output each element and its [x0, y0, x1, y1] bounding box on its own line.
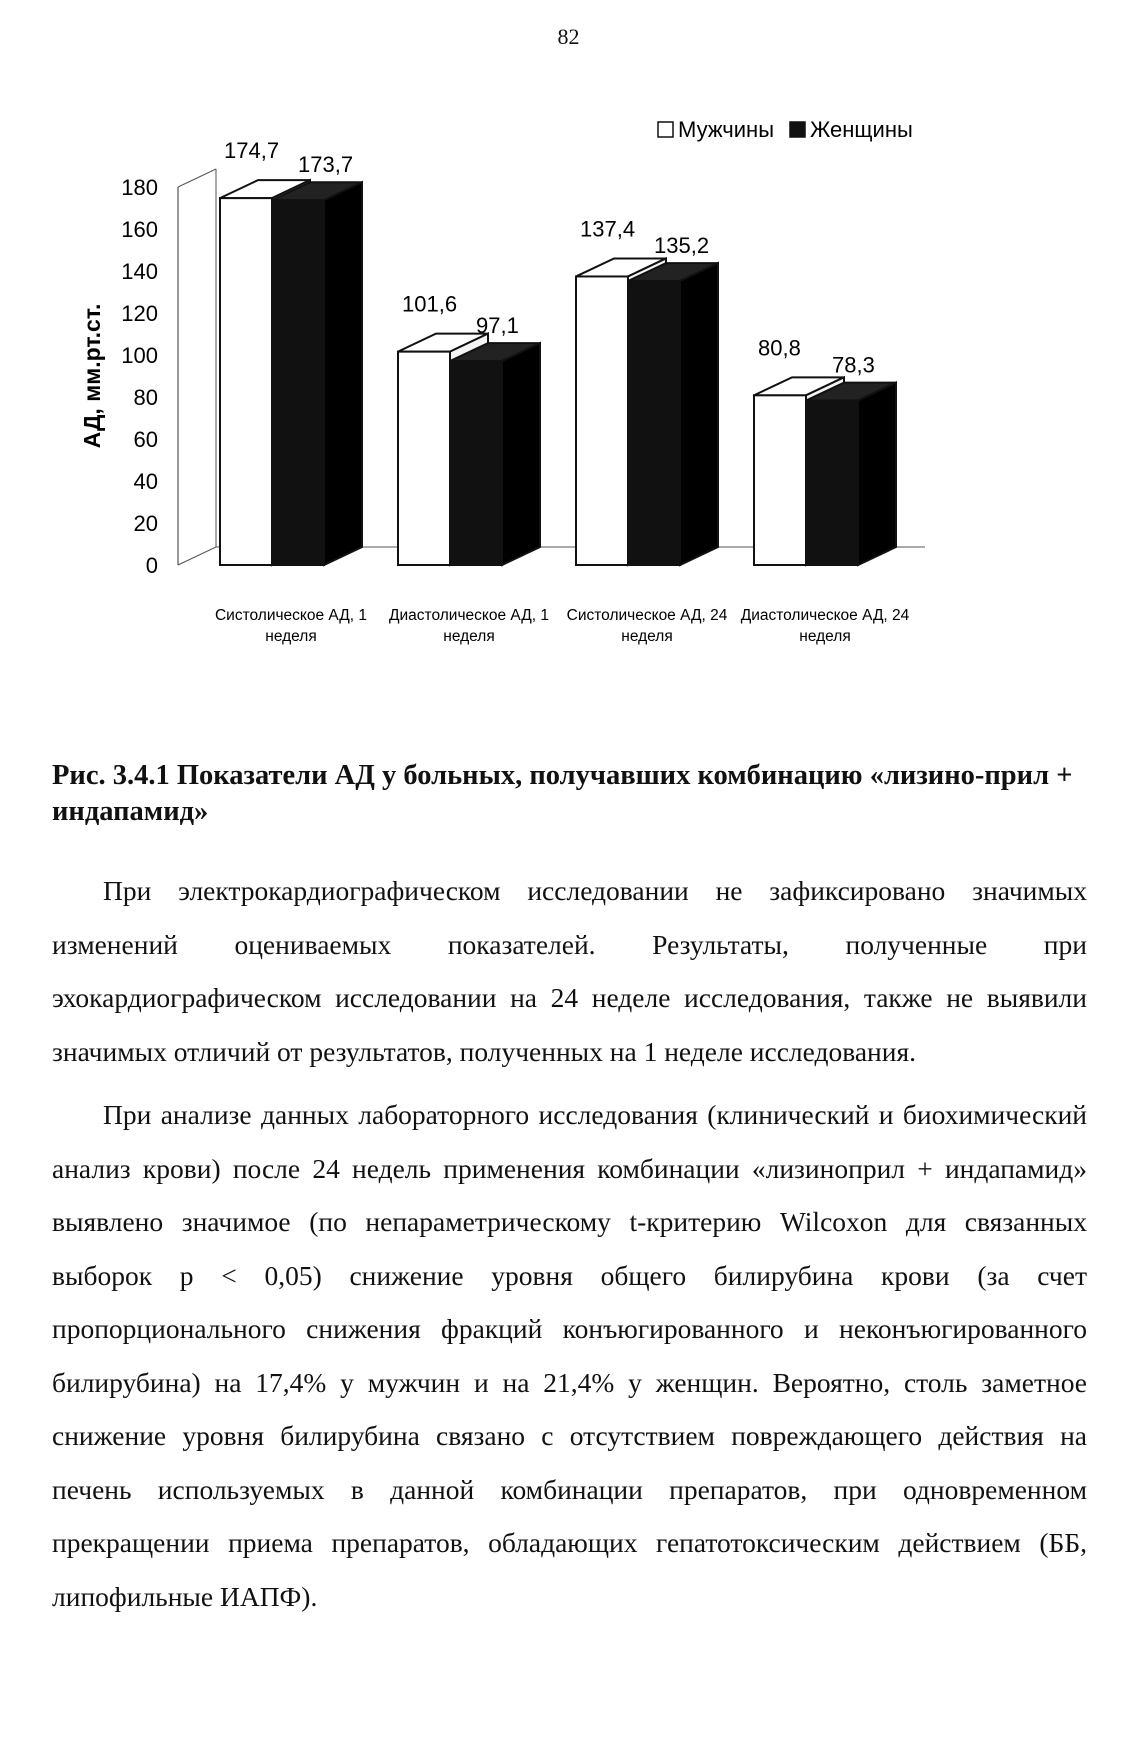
bar-men: [754, 395, 806, 565]
legend-swatch-women: [790, 122, 805, 137]
x-tick-label: Диастолическое АД, 24: [740, 607, 910, 624]
data-label: 101,6: [402, 291, 458, 317]
x-tick-label: неделя: [443, 628, 495, 645]
y-tick-label: 180: [121, 175, 158, 200]
bar-side-face: [680, 263, 718, 565]
legend-label-women: Женщины: [810, 117, 913, 142]
bar-women: [628, 281, 680, 565]
data-label: 97,1: [476, 313, 519, 339]
y-tick-label: 100: [121, 343, 158, 368]
bar-side-face: [502, 343, 540, 565]
y-tick-label: 0: [145, 553, 158, 578]
bar-side-face: [858, 383, 896, 565]
y-tick-label: 80: [133, 385, 158, 410]
y-tick-label: 160: [121, 217, 158, 242]
data-label: 174,7: [224, 138, 280, 164]
bar-women: [450, 361, 502, 565]
paragraph-1: При электрокардиографическом исследовании не зафиксировано значимых изменений оцениваемых показателей. Результаты, полученные при эхокардиографическом исследовании на 24 неделе исследования, также не выявили значимых отличий от результатов, полученных на 1 неделе исследования.: [52, 875, 1087, 1067]
data-label: 135,2: [654, 233, 710, 259]
x-tick-label: Систолическое АД, 1: [214, 607, 368, 624]
bar-men: [576, 276, 628, 565]
floor-edge: [178, 547, 216, 565]
legend-swatch-men: [658, 122, 673, 137]
x-tick-label: неделя: [799, 628, 851, 645]
y-tick-label: 40: [133, 469, 158, 494]
data-label: 80,8: [758, 335, 801, 361]
y-tick-label: 20: [133, 511, 158, 536]
bar-chart: [60, 110, 1060, 670]
legend-label-men: Мужчины: [678, 117, 775, 142]
x-tick-label: Диастолическое АД, 1: [389, 607, 549, 624]
wall-edge: [178, 169, 216, 187]
data-label: 173,7: [298, 152, 354, 178]
bar-side-face: [324, 182, 362, 565]
page-number: 82: [557, 24, 580, 49]
x-tick-label: Систолическое АД, 24: [566, 607, 728, 624]
figure-caption: Рис. 3.4.1 Показатели АД у больных, получавших комбинацию «лизино-прил + индапамид»: [52, 760, 1073, 827]
y-tick-label: 120: [121, 301, 158, 326]
y-axis-title: АД, мм.рт.ст.: [79, 303, 105, 449]
paragraph-2: При анализе данных лабораторного исследования (клинический и биохимический анализ крови) после 24 недель применения комбинации «лизиноприл + индапамид» выявлено значимое (по непараметрическому t-критерию Wilcoxon для связанных выборок p < 0,05) снижение уровня общего билирубина крови (за счет пропорционального снижения фракций конъюгированного и неконъюгированного билирубина) на 17,4% у мужчин и на 21,4% у женщин. Вероятно, столь заметное снижение уровня билирубина связано с отсутствием повреждающего действия на печень используемых в данной комбинации препаратов, при одновременном прекращении приема препаратов, обладающих гепатотоксическим действием (ББ, липофильные ИАПФ).: [52, 1099, 1087, 1612]
bar-men: [220, 198, 272, 565]
data-label: 137,4: [580, 216, 636, 242]
data-label: 78,3: [832, 352, 875, 378]
bar-women: [806, 401, 858, 565]
bar-men: [398, 352, 450, 565]
body-text: [52, 864, 1087, 1623]
bar-women: [272, 200, 324, 565]
y-tick-label: 60: [133, 427, 158, 452]
x-tick-label: неделя: [621, 628, 673, 645]
y-tick-label: 140: [121, 259, 158, 284]
x-tick-label: неделя: [265, 628, 317, 645]
